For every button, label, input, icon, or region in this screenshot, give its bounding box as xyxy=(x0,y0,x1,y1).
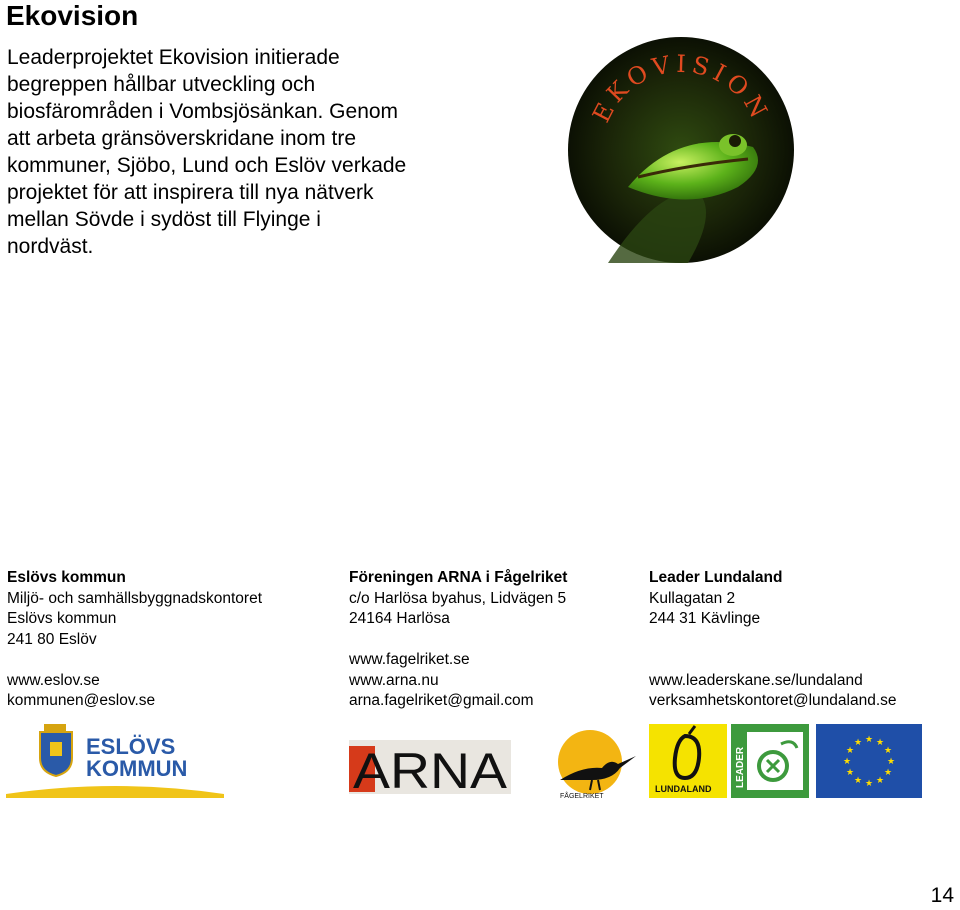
contact-line: 241 80 Eslöv xyxy=(7,630,97,648)
svg-text:★: ★ xyxy=(875,738,885,748)
svg-text:★: ★ xyxy=(886,757,896,767)
svg-text:★: ★ xyxy=(883,746,893,756)
contact-name: Föreningen ARNA i Fågelriket xyxy=(349,569,568,586)
contact-eslov xyxy=(7,568,262,712)
svg-text:★: ★ xyxy=(845,768,855,778)
page-number: 14 xyxy=(930,884,954,907)
contact-line: Miljö- och samhällsbyggnadskontoret xyxy=(7,589,263,607)
svg-text:★: ★ xyxy=(864,735,874,745)
eslov-kommun-logo xyxy=(6,722,224,798)
contact-arna xyxy=(349,568,567,712)
eslov-logo-line2: KOMMUN xyxy=(86,756,188,781)
contact-line: 24164 Harlösa xyxy=(349,610,450,627)
contact-web-link[interactable]: www.arna.nu xyxy=(349,671,439,689)
svg-text:★: ★ xyxy=(875,776,885,786)
page-title: Ekovision xyxy=(6,0,139,31)
contact-name: Leader Lundaland xyxy=(649,569,783,586)
contact-email-link[interactable]: verksamhetskontoret@lundaland.se xyxy=(649,692,897,709)
contact-name: Eslövs kommun xyxy=(7,569,126,586)
contact-web-link[interactable]: www.leaderskane.se/lundaland xyxy=(649,671,863,689)
svg-text:★: ★ xyxy=(864,779,874,789)
contact-line: 244 31 Kävlinge xyxy=(649,610,761,627)
contact-email-link[interactable]: arna.fagelriket@gmail.com xyxy=(349,692,534,709)
contact-line: Eslövs kommun xyxy=(7,610,117,627)
svg-text:★: ★ xyxy=(853,738,863,748)
ekovision-logo-text: EKOVISION xyxy=(587,49,775,127)
svg-text:★: ★ xyxy=(853,776,863,786)
contact-leader xyxy=(649,568,897,712)
arna-logo-text: ARNA xyxy=(353,743,508,794)
eslov-logo-line1: ESLÖVS xyxy=(86,734,176,759)
lundaland-logo xyxy=(649,724,727,798)
fagelriket-logo xyxy=(552,728,636,800)
fagelriket-logo-text: FÅGELRIKET xyxy=(560,793,604,800)
lundaland-logo-text: LUNDALAND xyxy=(655,784,712,794)
leader-logo xyxy=(731,724,809,798)
contact-line: c/o Harlösa byahus, Lidvägen 5 xyxy=(349,589,567,607)
intro-paragraph: Leaderprojektet Ekovision initierade begreppen hållbar utveckling och biosfärområden i Vombsjösänkan. Genom att arbeta gränsöverskridane inom tre kommuner, Sjöbo, Lund och Eslöv verkade projektet för att inspirera till nya nätverk mellan Sövde i sydöst till Flyinge i nordväst. xyxy=(7,46,407,258)
arna-logo xyxy=(349,740,511,794)
contact-web-link[interactable]: www.eslov.se xyxy=(7,671,100,689)
eu-flag-icon xyxy=(816,724,922,798)
svg-text:★: ★ xyxy=(883,768,893,778)
svg-text:★: ★ xyxy=(842,757,852,767)
ekovision-frog-logo xyxy=(568,37,794,263)
leader-logo-text: LEADER xyxy=(735,746,746,788)
svg-text:★: ★ xyxy=(845,746,855,756)
contact-web-link[interactable]: www.fagelriket.se xyxy=(349,651,470,668)
contact-email-link[interactable]: kommunen@eslov.se xyxy=(7,692,156,709)
contact-line: Kullagatan 2 xyxy=(649,589,736,607)
